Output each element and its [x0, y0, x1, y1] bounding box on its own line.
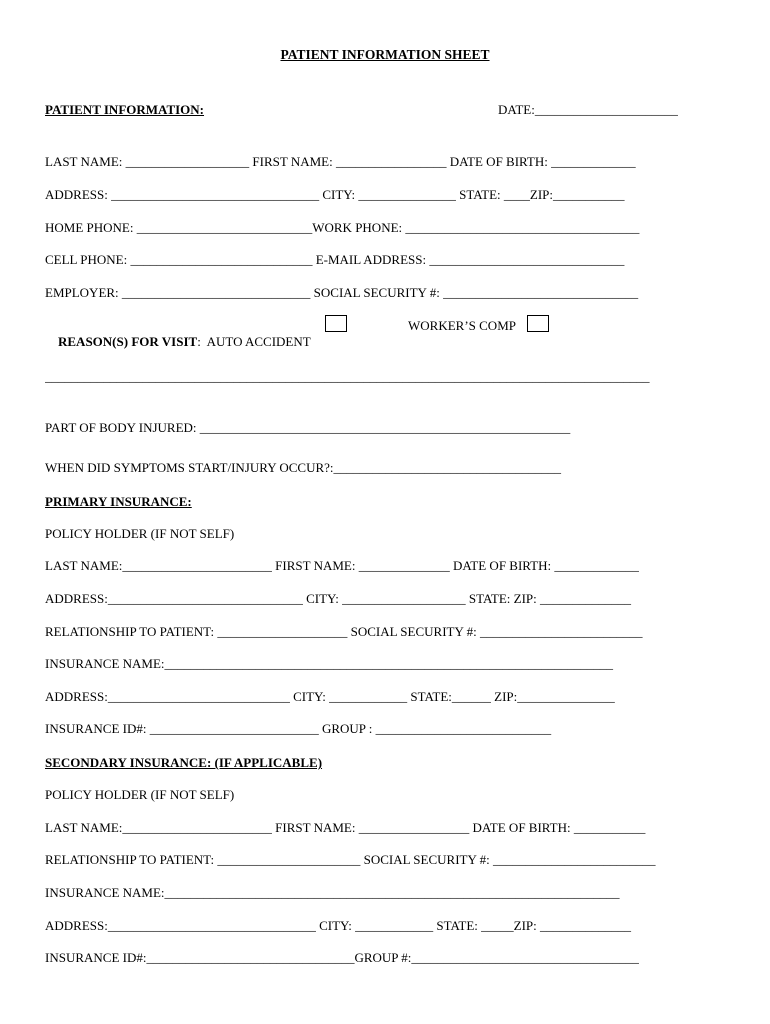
workers-comp-label: WORKER’S COMP	[408, 318, 516, 333]
form-title: PATIENT INFORMATION SHEET	[280, 47, 490, 62]
primary-insurance-id-row[interactable]: INSURANCE ID#: __________________________ GROUP : ___________________________	[45, 721, 552, 736]
auto-accident-label: : AUTO ACCIDENT	[197, 334, 311, 349]
reason-for-visit-row	[45, 318, 311, 366]
date-field[interactable]: DATE:______________________	[498, 102, 678, 117]
secondary-name-row[interactable]: LAST NAME:_______________________ FIRST NAME: _________________ DATE OF BIRTH: ___________	[45, 820, 646, 835]
secondary-insurance-id-row[interactable]: INSURANCE ID#:________________________________GROUP #:___________________________________	[45, 950, 639, 965]
primary-relationship-row[interactable]: RELATIONSHIP TO PATIENT: ____________________ SOCIAL SECURITY #: _________________________	[45, 624, 643, 639]
patient-name-row[interactable]: LAST NAME: ___________________ FIRST NAME: _________________ DATE OF BIRTH: _____________	[45, 154, 636, 169]
workers-comp-checkbox[interactable]	[527, 315, 549, 332]
primary-policy-holder-label: POLICY HOLDER (IF NOT SELF)	[45, 526, 235, 541]
secondary-insurance-name-row[interactable]: INSURANCE NAME:______________________________________________________________________	[45, 885, 620, 900]
body-part-row[interactable]: PART OF BODY INJURED: _________________________________________________________	[45, 420, 571, 435]
patient-address-row[interactable]: ADDRESS: ________________________________ CITY: _______________ STATE: ____ZIP:___________	[45, 187, 625, 202]
symptoms-row[interactable]: WHEN DID SYMPTOMS START/INJURY OCCUR?:___________________________________	[45, 460, 562, 475]
secondary-insurance-heading: SECONDARY INSURANCE: (IF APPLICABLE)	[45, 755, 323, 770]
primary-name-row[interactable]: LAST NAME:_______________________ FIRST NAME: ______________ DATE OF BIRTH: _____________	[45, 558, 639, 573]
primary-insurance-address-row[interactable]: ADDRESS:____________________________ CITY: ____________ STATE:______ ZIP:_______________	[45, 689, 615, 704]
reason-for-visit-label: REASON(S) FOR VISIT	[58, 334, 198, 349]
secondary-insurance-address-row[interactable]: ADDRESS:________________________________ CITY: ____________ STATE: _____ZIP: ______________	[45, 918, 632, 933]
auto-accident-checkbox[interactable]	[325, 315, 347, 332]
patient-cell-email-row[interactable]: CELL PHONE: ____________________________ E-MAIL ADDRESS: ______________________________	[45, 252, 625, 267]
patient-information-heading: PATIENT INFORMATION:	[45, 102, 205, 117]
secondary-policy-holder-label: POLICY HOLDER (IF NOT SELF)	[45, 787, 235, 802]
primary-insurance-name-row[interactable]: INSURANCE NAME:_____________________________________________________________________	[45, 656, 614, 671]
patient-employer-ssn-row[interactable]: EMPLOYER: _____________________________ SOCIAL SECURITY #: ______________________________	[45, 285, 639, 300]
primary-address-row[interactable]: ADDRESS:______________________________ CITY: ___________________ STATE: ZIP: ______________	[45, 591, 632, 606]
patient-phone-row[interactable]: HOME PHONE: ___________________________WORK PHONE: ____________________________________	[45, 220, 640, 235]
section-divider: _____________________________________________________________________________________________	[45, 369, 650, 384]
secondary-relationship-row[interactable]: RELATIONSHIP TO PATIENT: ______________________ SOCIAL SECURITY #: _________________________	[45, 852, 656, 867]
primary-insurance-heading: PRIMARY INSURANCE:	[45, 494, 192, 509]
